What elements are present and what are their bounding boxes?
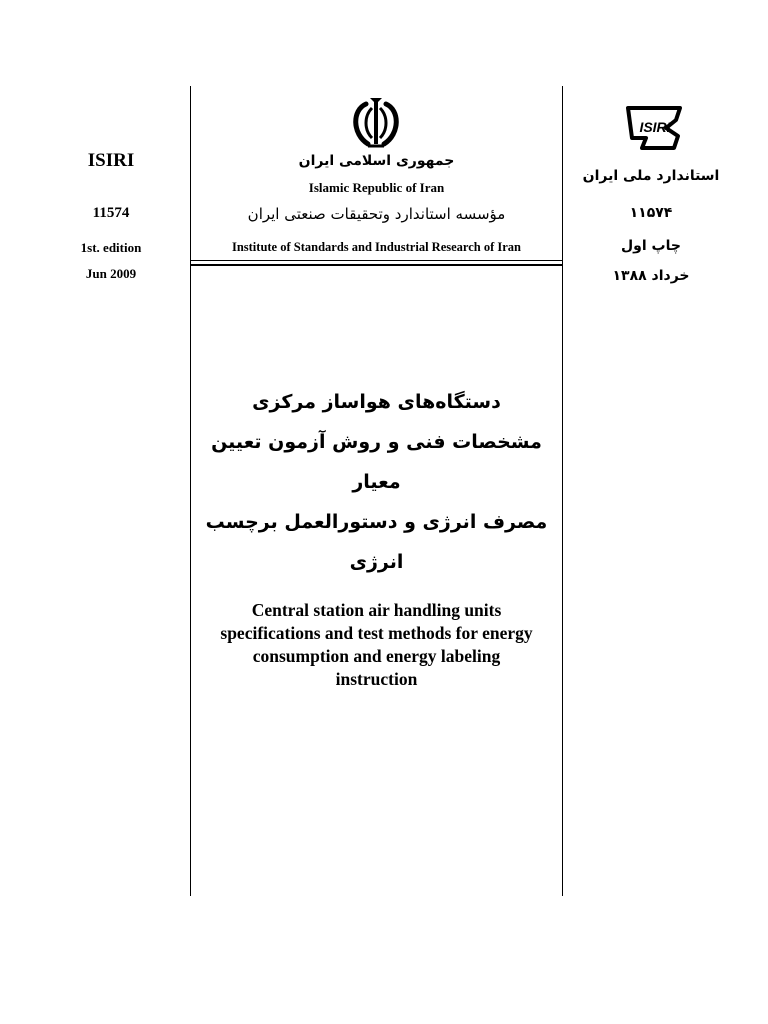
publish-date: Jun 2009 — [85, 266, 137, 281]
publish-date-fa: خرداد ۱۳۸۸ — [612, 268, 690, 284]
title-en-line: specifications and test methods for energy — [220, 623, 533, 643]
title-fa-line: مشخصات فنی و روش آزمون تعیین معیار — [211, 431, 542, 493]
institute-name-en: Institute of Standards and Industrial Research of Iran — [231, 240, 522, 254]
country-name-fa: جمهوری اسلامی ایران — [298, 153, 455, 169]
standard-code: ISIRI — [87, 150, 135, 171]
title-en-line: consumption and energy labeling — [252, 646, 501, 666]
title-fa-line: مصرف انرژی و دستورالعمل برچسب انرژی — [205, 511, 548, 573]
national-standard-title: استاندارد ملی ایران — [582, 168, 720, 184]
title-en-line: Central station air handling units — [251, 600, 502, 620]
institute-name-fa: مؤسسه استاندارد وتحقیقات صنعتی ایران — [247, 205, 506, 223]
edition: 1st. edition — [80, 240, 142, 255]
right-divider — [562, 86, 563, 896]
document-title-en — [191, 599, 562, 691]
standard-number: 11574 — [92, 205, 130, 221]
document-title-fa — [191, 382, 562, 582]
title-en-line: instruction — [335, 669, 418, 689]
header-rule-top — [190, 260, 563, 261]
standard-number-fa: ۱۱۵۷۴ — [629, 205, 673, 221]
header-rule-bottom — [190, 264, 563, 266]
svg-text:ISIRI: ISIRI — [639, 119, 671, 135]
country-name-en: Islamic Republic of Iran — [308, 180, 445, 195]
title-fa-line: دستگاه‌های هواساز مرکزی — [252, 391, 501, 413]
isiri-logo-icon — [622, 102, 686, 152]
edition-fa: چاپ اول — [621, 238, 681, 254]
iran-emblem-icon — [346, 94, 406, 150]
